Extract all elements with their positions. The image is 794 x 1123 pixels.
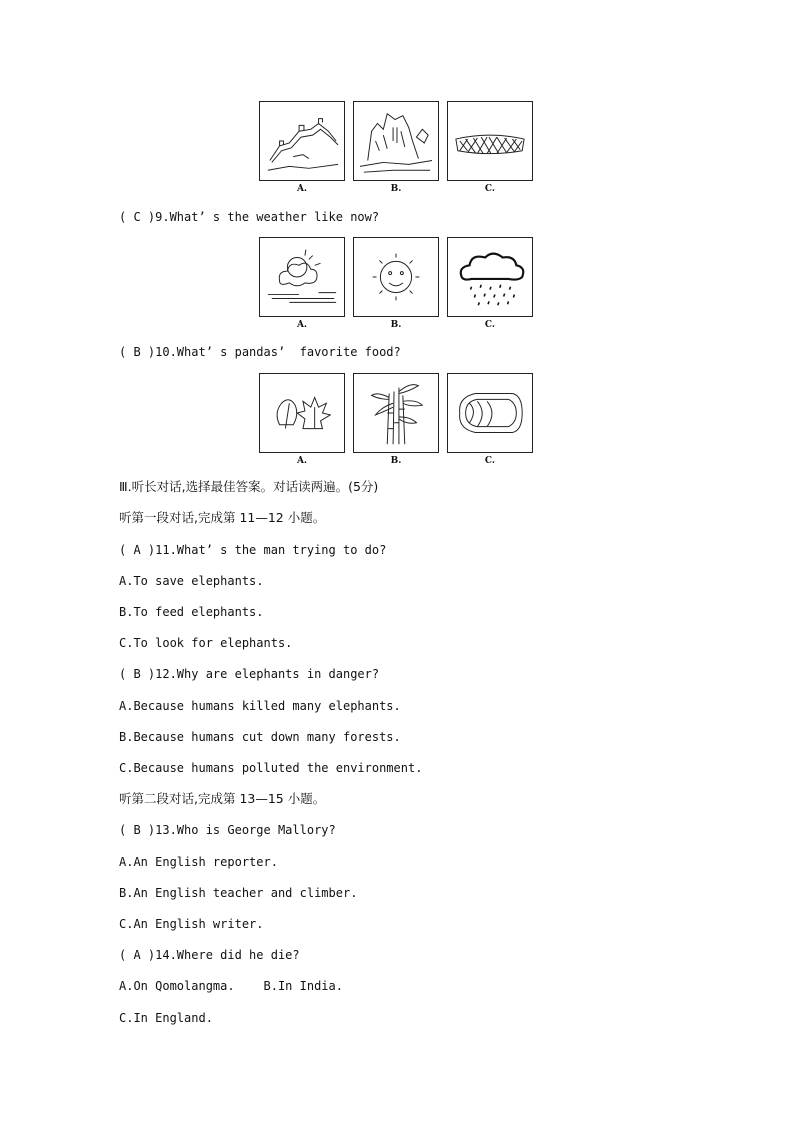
q8-option-c-birds-nest-image (447, 101, 533, 181)
q9-option-c-rainy-image (447, 237, 533, 317)
q11-choice-a: A.To save elephants. (119, 574, 264, 588)
q11-choice-c: C.To look for elephants. (119, 636, 293, 650)
q8-option-b-label: B. (390, 184, 402, 194)
q10-picture-row (259, 373, 535, 465)
q11-choice-b: B.To feed elephants. (119, 605, 264, 619)
q8-option-c-label: C. (484, 184, 496, 194)
q8-option-a-label: A. (296, 184, 308, 194)
q13-choice-a: A.An English reporter. (119, 855, 278, 869)
question-14: ( A )14.Where did he die? (119, 948, 300, 962)
q10-option-a-label: A. (296, 456, 308, 466)
question-9: ( C )9.What’ s the weather like now? (119, 210, 380, 224)
q9-option-c-label: C. (484, 320, 496, 330)
q9-option-b-label: B. (390, 320, 402, 330)
question-11: ( A )11.What’ s the man trying to do? (119, 543, 387, 557)
q8-picture-row (259, 101, 535, 193)
q8-option-b-mountain-image (353, 101, 439, 181)
q10-option-c-label: C. (484, 456, 496, 466)
q8-option-a-great-wall-image (259, 101, 345, 181)
q9-option-b-sunny-image (353, 237, 439, 317)
q10-option-b-label: B. (390, 456, 402, 466)
question-13: ( B )13.Who is George Mallory? (119, 823, 336, 837)
q12-choice-c: C.Because humans polluted the environment. (119, 761, 423, 775)
q12-choice-b: B.Because humans cut down many forests. (119, 730, 401, 744)
q12-choice-a: A.Because humans killed many elephants. (119, 699, 401, 713)
q14-choices-a-b: A.On Qomolangma. B.In India. (119, 979, 343, 993)
section-3-heading: Ⅲ.听长对话,选择最佳答案。对话读两遍。(5分) (119, 479, 379, 494)
q10-option-b-bamboo-image (353, 373, 439, 453)
dialogue-2-intro: 听第二段对话,完成第 13—15 小题。 (119, 791, 326, 806)
question-10: ( B )10.What’ s pandas’ favorite food? (119, 345, 401, 359)
dialogue-1-intro: 听第一段对话,完成第 11—12 小题。 (119, 510, 326, 525)
q9-option-a-cloudy-sun-image (259, 237, 345, 317)
q9-option-a-label: A. (296, 320, 308, 330)
q10-option-c-cabbage-image (447, 373, 533, 453)
question-12: ( B )12.Why are elephants in danger? (119, 667, 380, 681)
q13-choice-c: C.An English writer. (119, 917, 264, 931)
q14-choice-c: C.In England. (119, 1011, 213, 1025)
q10-option-a-leaves-image (259, 373, 345, 453)
q13-choice-b: B.An English teacher and climber. (119, 886, 358, 900)
q9-picture-row (259, 237, 535, 329)
